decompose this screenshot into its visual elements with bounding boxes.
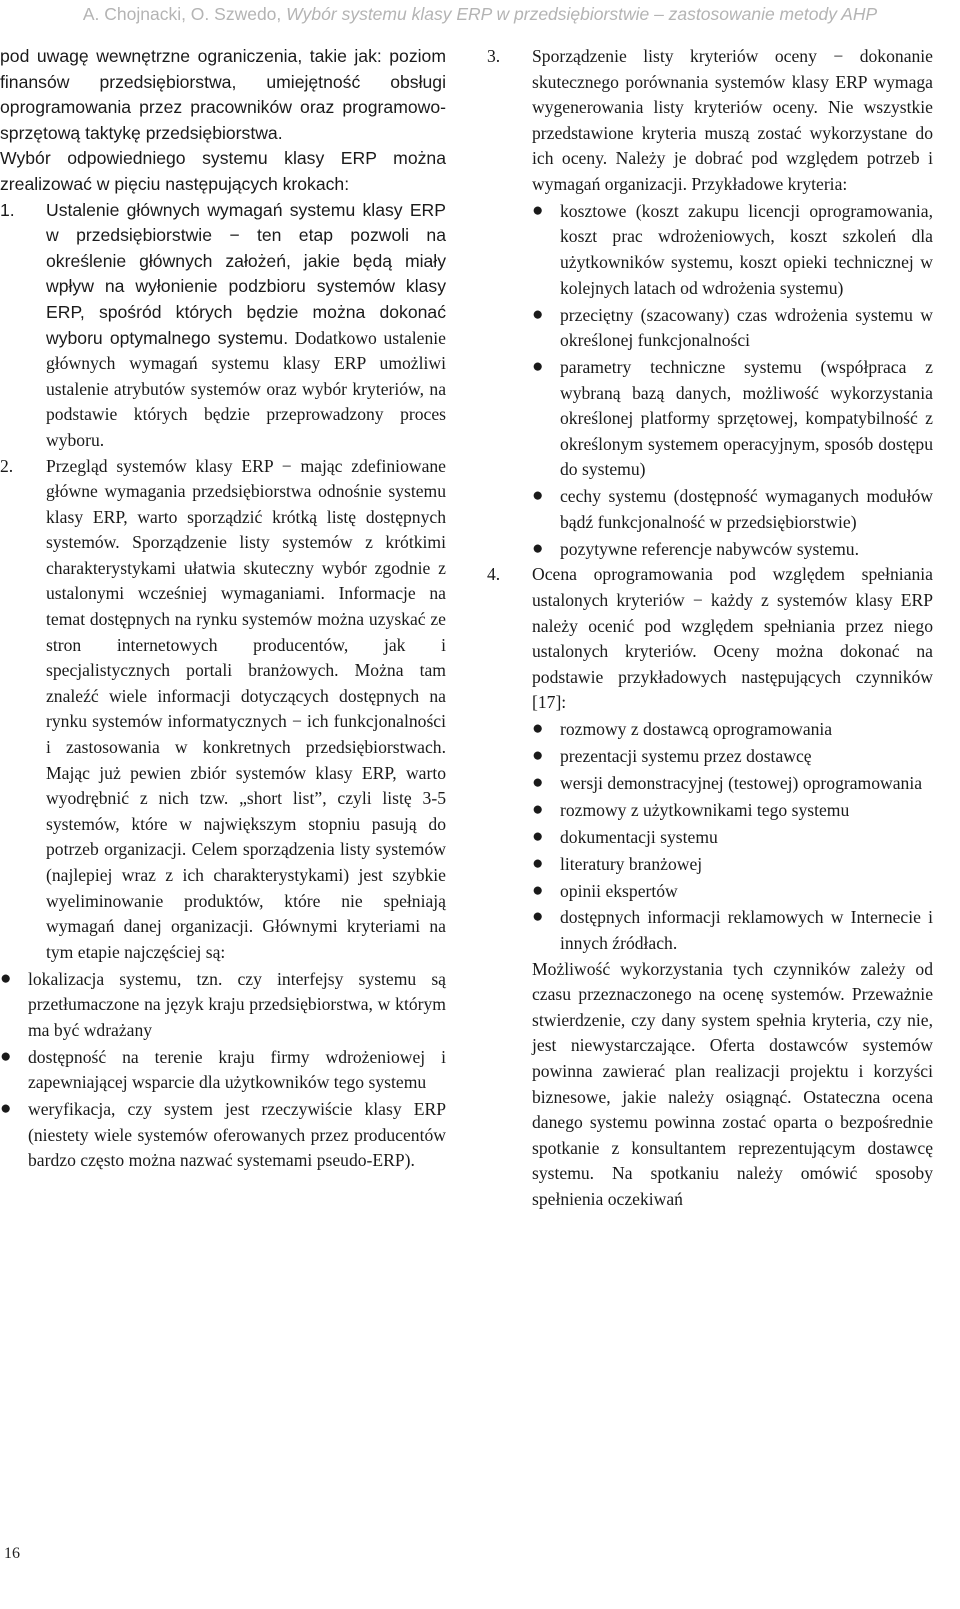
right-column — [487, 44, 933, 1213]
left-paragraph-2: Wybór odpowiedniego systemu klasy ERP można zrealizować w pięciu następujących krokach: — [0, 148, 446, 194]
list-item: ● rozmowy z użytkownikami tego systemu — [532, 798, 933, 824]
bullet-icon: ● — [0, 1098, 12, 1120]
bullet-icon: ● — [532, 906, 544, 928]
step-2-text: Przegląd systemów klasy ERP − mając zdefiniowane główne wymagania przedsiębiorstwa odnośnie systemu klasy ERP, warto sporządzić krótką listę dostępnych systemów. Sporządzenie listy systemów z krótkimi charakterystykami ułatwia skuteczny wybór zgodnie z ustalonymi wcześniej wymaganiami. Informacje na temat dostępnych na rynku systemów można uzyskać ze stron internetowych producentów, jak i specjalistycznych portali branżowych. Można tam znaleźć wiele informacji dotyczących dostępnych na rynku systemów informatycznych − ich funkcjonalności i zastosowania w konkretnych przedsiębiorstwach. Mając już pewien zbiór systemów klasy ERP, warto wyodrębnić z nich tzw. „short list”, czyli listę 3-5 systemów, które w największym stopniu pasują do potrzeb organizacji. Celem sporządzenia listy systemów (najlepiej wraz z ich charakterystykami) jest szybkie wyeliminowanie produktów, które nie spełniają wymagań danej organizacji. Głównymi kryteriami na tym etapie najczęściej są: — [46, 455, 446, 962]
list-item: ● weryfikacja, czy system jest rzeczywiście klasy ERP (niestety wiele systemów oferowanych przez producentów bardzo często można nazwać systemami pseudo-ERP). — [0, 1097, 446, 1174]
step-1-number: 1. — [0, 199, 15, 220]
bullet-icon: ● — [532, 798, 544, 820]
bullet-icon: ● — [532, 879, 544, 901]
right-closing-paragraph: Możliwość wykorzystania tych czynników zależy od czasu przeznaczonego na ocenę systemów. Przeważnie stwierdzenie, czy dany system spełnia kryteria, czy nie, jest niewystarczające. Oferta dostawców systemów powinna zawierać plan realizacji projektu i korzyści biznesowe, jakie należy osiągnąć. Ostateczna ocena danego systemu powinna zostać oparta o bezpośrednie spotkanie z konsultantem reprezentującym dostawcę systemu. Na spotkaniu należy omówić sposoby spełnienia oczekiwań — [532, 958, 933, 1209]
step-4-number: 4. — [487, 564, 501, 585]
list-item: ● dokumentacji systemu — [532, 825, 933, 851]
step-4-bullet-list — [487, 717, 933, 956]
bullet-icon: ● — [0, 967, 12, 989]
step-1-text-a: Ustalenie głównych wymagań systemu klasy ERP w przedsiębiorstwie − ten etap pozwoli na określenie głównych założeń, jakie będą miały wpływ na wyłonienie podzbioru systemów klasy ERP, spośród których będzie można dokonać wyboru optymalnego systemu. — [46, 199, 446, 348]
header-title: Wybór systemu klasy ERP w przedsiębiorstwie – zastosowanie metody AHP — [286, 4, 878, 24]
running-header — [0, 4, 960, 25]
list-item: ● cechy systemu (dostępność wymaganych modułów bądź funkcjonalność w przedsiębiorstwie) — [532, 484, 933, 535]
bullet-icon: ● — [532, 537, 544, 559]
list-item: ● rozmowy z dostawcą oprogramowania — [532, 717, 933, 743]
list-item: ● literatury branżowej — [532, 852, 933, 878]
step-3-number: 3. — [487, 46, 501, 66]
list-item: ● dostępność na terenie kraju firmy wdrożeniowej i zapewniającej wsparcie dla użytkowników tego systemu — [0, 1045, 446, 1096]
step-1-text-b: Dodatkowo ustalenie głównych wymagań systemu klasy ERP umożliwi ustalenie atrybutów systemów oraz wybór kryteriów, na podstawie których będzie przeprowadzony proces wyboru. — [46, 327, 446, 450]
bullet-icon: ● — [532, 485, 544, 507]
step-1 — [0, 198, 446, 454]
left-paragraph-1: pod uwagę wewnętrzne ograniczenia, takie jak: poziom finansów przedsiębiorstwa, umiejętność obsługi oprogramowania przez pracowników oraz programowo-sprzętową taktykę przedsiębiorstwa. — [0, 46, 446, 143]
left-column — [0, 44, 446, 1174]
bullet-icon: ● — [532, 718, 544, 740]
list-item: ● dostępnych informacji reklamowych w Internecie i innych źródłach. — [532, 905, 933, 956]
bullet-icon: ● — [532, 772, 544, 793]
step-2-number: 2. — [0, 455, 14, 476]
list-item: ● wersji demonstracyjnej (testowej) oprogramowania — [532, 771, 933, 797]
bullet-icon: ● — [532, 745, 544, 767]
list-item: ● parametry techniczne systemu (współpraca z wybraną bazą danych, możliwość wykorzystania określonej platformy sprzętowej, kompatybilność z określonym systemem operacyjnym, sposób dostępu do systemu) — [532, 355, 933, 483]
list-item: ● lokalizacja systemu, tzn. czy interfejsy systemu są przetłumaczone na język kraju przedsiębiorstwa, w którym ma być wdrażany — [0, 967, 446, 1044]
bullet-icon: ● — [532, 199, 544, 221]
header-authors: A. Chojnacki, O. Szwedo, — [82, 4, 287, 24]
step-2 — [0, 454, 446, 966]
step-4 — [487, 562, 933, 716]
step-2-bullet-list — [0, 967, 446, 1174]
step-4-text: Ocena oprogramowania pod względem spełniania ustalonych kryteriów − każdy z systemów klasy ERP należy ocenić pod względem spełniania przez niego ustalonych kryteriów. Oceny można dokonać na podstawie przykładowych następujących czynników [17]: — [532, 564, 933, 713]
step-3-bullet-list — [487, 199, 933, 563]
step-3 — [487, 44, 933, 198]
bullet-icon: ● — [532, 303, 544, 325]
list-item: ● opinii ekspertów — [532, 879, 933, 905]
list-item: ● prezentacji systemu przez dostawcę — [532, 744, 933, 770]
page-number: 16 — [4, 1545, 20, 1562]
bullet-icon: ● — [532, 356, 544, 378]
list-item: ● przeciętny (szacowany) czas wdrożenia systemu w określonej funkcjonalności — [532, 303, 933, 354]
bullet-icon: ● — [532, 825, 544, 847]
list-item: ● kosztowe (koszt zakupu licencji oprogramowania, koszt prac wdrożeniowych, koszt szkoleń dla użytkowników systemu, koszt opieki technicznej w kolejnych latach od wdrożenia systemu) — [532, 199, 933, 301]
step-3-text: Sporządzenie listy kryteriów oceny − dokonanie skutecznego porównania systemów klasy ERP wymaga wygenerowania listy kryteriów oceny. Nie wszystkie przedstawione kryteria muszą zostać wykorzystane do ich oceny. Należy je dobrać pod względem potrzeb i wymagań organizacji. Przykładowe kryteria: — [532, 46, 933, 194]
bullet-icon: ● — [532, 852, 544, 874]
bullet-icon: ● — [0, 1045, 12, 1067]
list-item: ● pozytywne referencje nabywców systemu. — [532, 537, 933, 563]
